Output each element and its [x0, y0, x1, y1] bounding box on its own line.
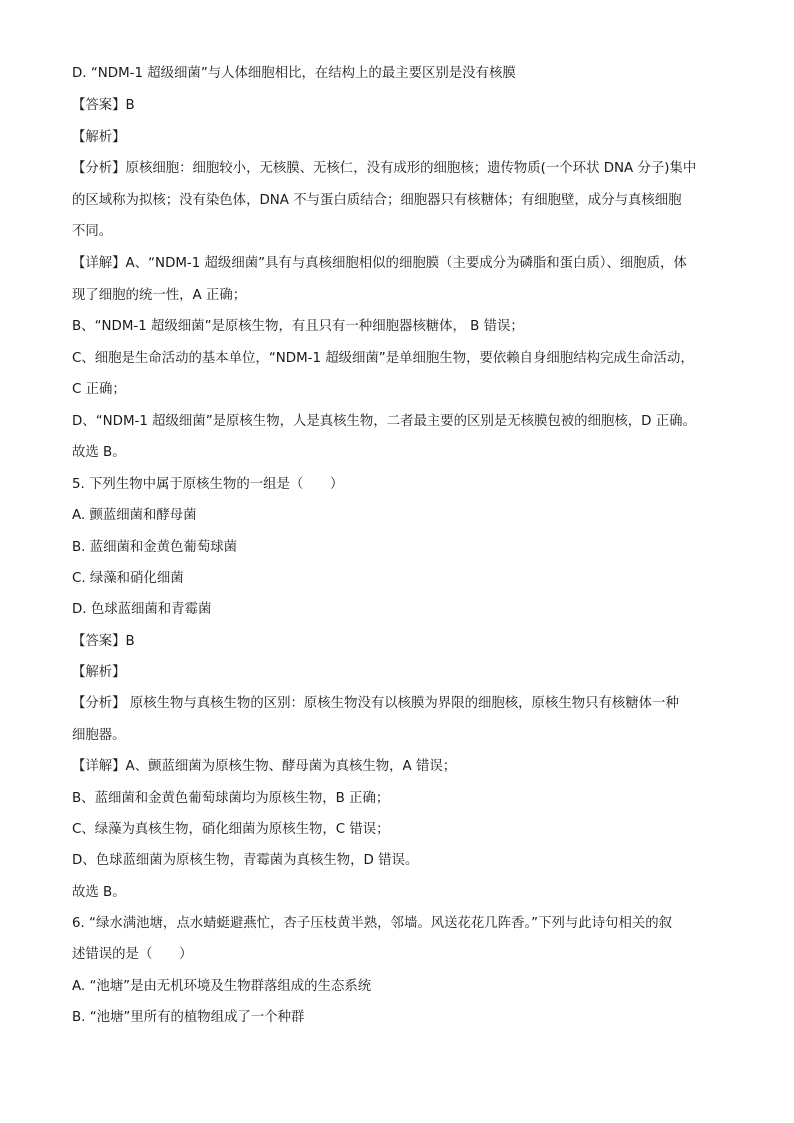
analysis-text-q5-l1: 【分析】 原核生物与真核生物的区别：原核生物没有以核膜为界限的细胞核，原核生物只有核糖体一种 [72, 696, 679, 711]
detail-q4-c-l2: C 正确； [72, 382, 126, 397]
analysis-text-q4-l3: 不同。 [72, 224, 113, 239]
option-a-q5: A. 颤蓝细菌和酵母菌 [72, 508, 197, 523]
question-6-stem-l2: 述错误的是（ ） [72, 947, 193, 962]
detail-q4-a-l2: 现了细胞的统一性，A 正确； [72, 288, 247, 303]
answer-label-q4: 【答案】B [72, 98, 135, 113]
analysis-label-q4: 【解析】 [72, 130, 126, 145]
question-5-stem: 5. 下列生物中属于原核生物的一组是（ ） [72, 477, 344, 492]
detail-q5-d: D、色球蓝细菌为原核生物，青霉菌为真核生物，D 错误。 [72, 853, 419, 868]
detail-q5-b: B、蓝细菌和金黄色葡萄球菌均为原核生物，B 正确； [72, 791, 390, 806]
option-d-q5: D. 色球蓝细菌和青霉菌 [72, 602, 212, 617]
option-c-q5: C. 绿藻和硝化细菌 [72, 571, 184, 586]
detail-q4-b: B、“NDM-1 超级细菌”是原核生物，有且只有一种细胞器核糖体， B 错误； [72, 319, 524, 334]
analysis-text-q4-l2: 的区域称为拟核；没有染色体，DNA 不与蛋白质结合；细胞器只有核糖体；有细胞壁，成分与真核细胞 [72, 193, 682, 208]
option-d-q4: D. “NDM-1 超级细菌”与人体细胞相比，在结构上的最主要区别是没有核膜 [72, 66, 516, 81]
detail-q5-a: 【详解】A、颤蓝细菌为原核生物、酵母菌为真核生物，A 错误； [72, 759, 457, 774]
conclusion-q4: 故选 B。 [72, 445, 126, 460]
detail-q4-d: D、“NDM-1 超级细菌”是原核生物，人是真核生物，二者最主要的区别是无核膜包被的细胞核，D 正确。 [72, 414, 696, 429]
option-a-q6: A. “池塘”是由无机环境及生物群落组成的生态系统 [72, 979, 372, 994]
detail-q4-a-l1: 【详解】A、“NDM-1 超级细菌”具有与真核细胞相似的细胞膜（主要成分为磷脂和蛋白质）、细胞质，体 [72, 256, 687, 271]
conclusion-q5: 故选 B。 [72, 885, 126, 900]
analysis-label-q5: 【解析】 [72, 665, 126, 680]
detail-q4-c-l1: C、细胞是生命活动的基本单位，“NDM-1 超级细菌”是单细胞生物，要依赖自身细胞结构完成生命活动， [72, 351, 694, 366]
option-b-q6: B. “池塘”里所有的植物组成了一个种群 [72, 1010, 305, 1025]
detail-q5-c: C、绿藻为真核生物，硝化细菌为原核生物，C 错误； [72, 822, 390, 837]
option-b-q5: B. 蓝细菌和金黄色葡萄球菌 [72, 540, 237, 555]
analysis-text-q4-l1: 【分析】原核细胞：细胞较小，无核膜、无核仁，没有成形的细胞核；遗传物质(一个环状 DNA 分子)集中 [72, 161, 697, 176]
answer-label-q5: 【答案】B [72, 634, 135, 649]
question-6-stem-l1: 6. “绿水满池塘，点水蜻蜓避燕忙，杏子压枝黄半熟，邻墙。风送花花几阵香。”下列与此诗句相关的叙 [72, 916, 673, 931]
analysis-text-q5-l2: 细胞器。 [72, 728, 126, 743]
